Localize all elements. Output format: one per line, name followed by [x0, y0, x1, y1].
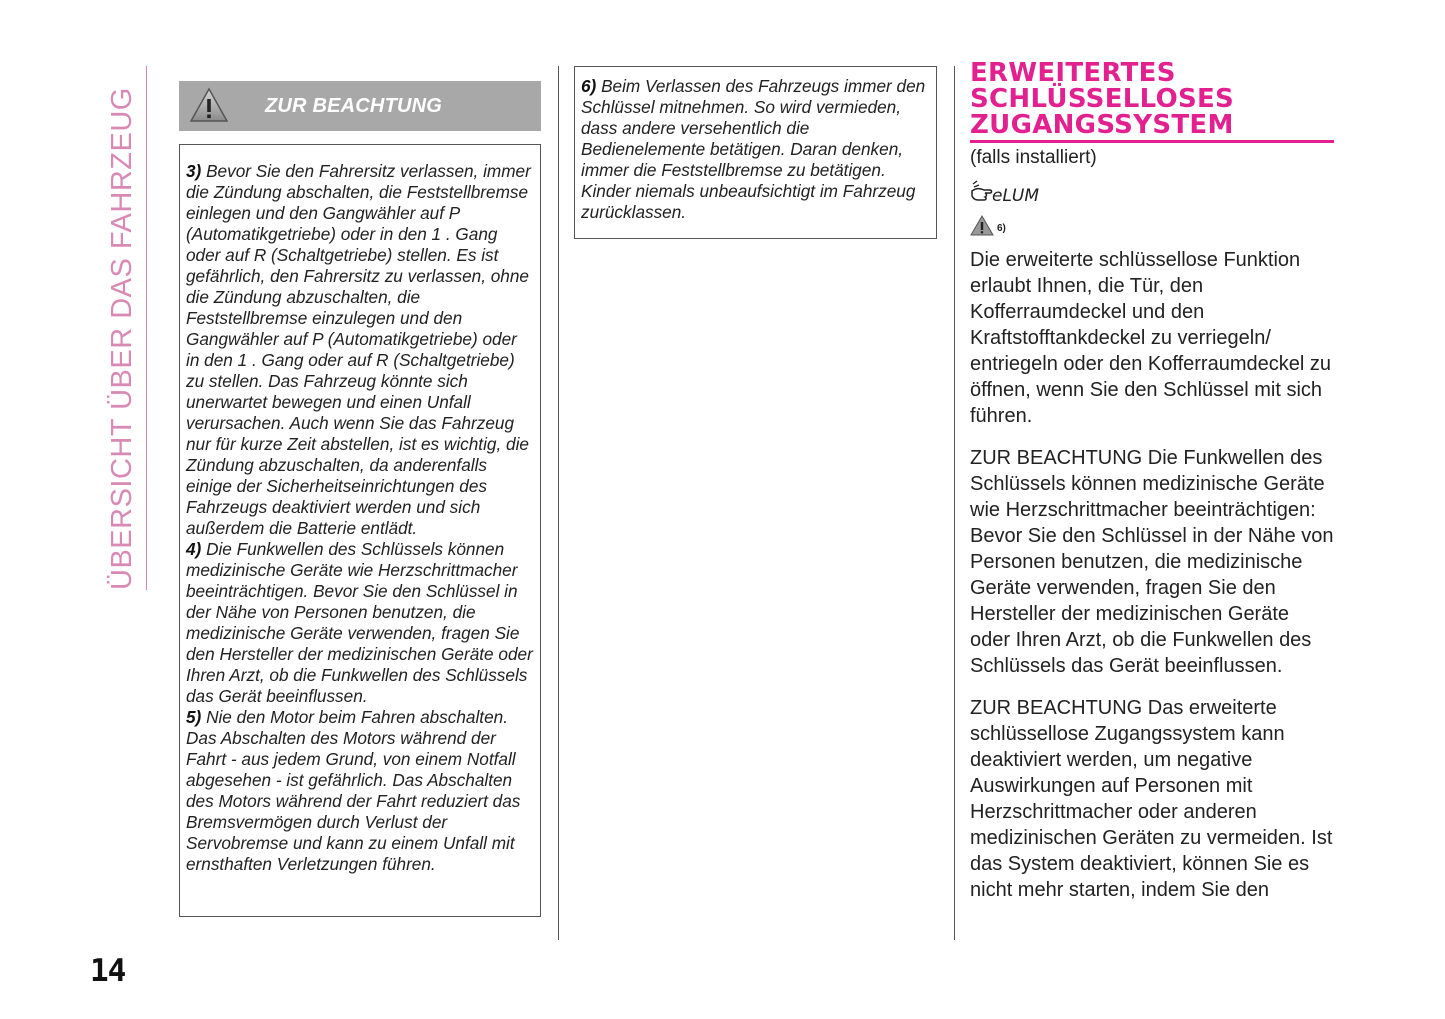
page-number: 14 [90, 953, 126, 989]
hand-pointing-icon [970, 179, 1040, 206]
warning-ref-row [970, 213, 1334, 241]
warning-header [179, 81, 541, 131]
warning-triangle-icon [189, 87, 229, 123]
svg-text:eLUM: eLUM [992, 186, 1040, 206]
section-subtitle: (falls installiert) [970, 147, 1097, 168]
section-paragraph-2: ZUR BEACHTUNG Die Funkwellen des Schlüssels können medizinische Geräte wie Herzschrittmacher beeinträchtigen: Bevor Sie den Schlüssel in der Nähe von Personen benutzen, die medizinische Geräte verwenden, fragen Sie den Hersteller der medizinischen Geräte oder Ihren Arzt, ob die Funkwellen des Schlüssels das Gerät beeinflussen. [970, 447, 1334, 677]
warning-item-3: 3) Bevor Sie den Fahrersitz verlassen, immer die Zündung abschalten, die Feststellbremse einlegen und den Gangwähler auf P (Automatikgetriebe) oder in den 1 . Gang oder auf R (Schaltgetriebe) stellen. Es ist gefährlich, den Fahrersitz zu verlassen, ohne die Zündung abzuschalten, die Feststellbremse einzulegen und den Gangwähler auf P (Automatikgetriebe) oder in den 1 . Gang oder auf R (Schaltgetriebe) zu stellen. Das Fahrzeug könnte sich unerwartet bewegen und einen Unfall verursachen. Auch wenn Sie das Fahrzeug nur für kurze Zeit abstellen, ist es wichtig, die Zündung abzuschalten, da anderenfalls einige der Sicherheitseinrichtungen des Fahrzeugs deaktiviert werden und sich außerdem die Batterie entlädt. [186, 161, 531, 538]
small-warning-icon [970, 215, 994, 237]
section-paragraph-3: ZUR BEACHTUNG Das erweiterte schlüssellose Zugangssystem kann deaktiviert werden, um negative Auswirkungen auf Personen mit Herzschrittmacher oder anderen medizinischen Geräten zu vermeiden. Ist das System deaktiviert, können Sie es nicht mehr starten, indem Sie den [970, 697, 1333, 901]
section-paragraph-1: Die erweiterte schlüssellose Funktion erlaubt Ihnen, die Tür, den Kofferraumdeckel und den Kraftstofftankdeckel zu verriegeln/ entriegeln oder den Kofferraumdeckel zu öffnen, wenn Sie den Schlüssel mit sich führen. [970, 249, 1331, 427]
warning-item-6: 6) Beim Verlassen des Fahrzeugs immer den Schlüssel mitnehmen. So wird vermieden, dass andere versehentlich die Bedienelemente betätigen. Daran denken, immer die Feststellbremse zu betätigen. Kinder niemals unbeaufsichtigt im Fahrzeug zurücklassen. [581, 76, 926, 222]
column-divider-2 [954, 66, 955, 940]
side-chapter-title-text: ÜBERSICHT ÜBER DAS FAHRZEUG [106, 87, 138, 590]
section-title: ERWEITERTES SCHLÜSSELLOSES ZUGANGSSYSTEM [970, 60, 1334, 143]
section-column [970, 60, 1334, 919]
warning-header-title: ZUR BEACHTUNG [265, 95, 443, 117]
warning-item-5: 5) Nie den Motor beim Fahren abschalten. Das Abschalten des Motors während der Fahrt - aus jedem Grund, von einem Notfall abgesehen - ist gefährlich. Das Abschalten des Motors während der Fahrt reduziert das Bremsvermögen durch Verlust der Servobremse und kann zu einem Unfall mit ernsthaften Verletzungen führen. [186, 707, 521, 874]
warning-box-left [179, 144, 541, 917]
column-divider-1 [558, 66, 559, 940]
warning-item-4: 4) Die Funkwellen des Schlüssels können medizinische Geräte wie Herzschrittmacher beeinträchtigen. Bevor Sie den Schlüssel in der Nähe von Personen benutzen, die medizinische Geräte verwenden, fragen Sie den Hersteller der medizinischen Geräte oder Ihren Arzt, ob die Funkwellen des Schlüssels das Gerät beeinflussen. [186, 539, 533, 706]
warning-ref-number: 6) [997, 223, 1006, 234]
feature-icon-row [970, 179, 1334, 209]
warning-box-middle [574, 66, 937, 239]
side-chapter-title [100, 66, 147, 590]
